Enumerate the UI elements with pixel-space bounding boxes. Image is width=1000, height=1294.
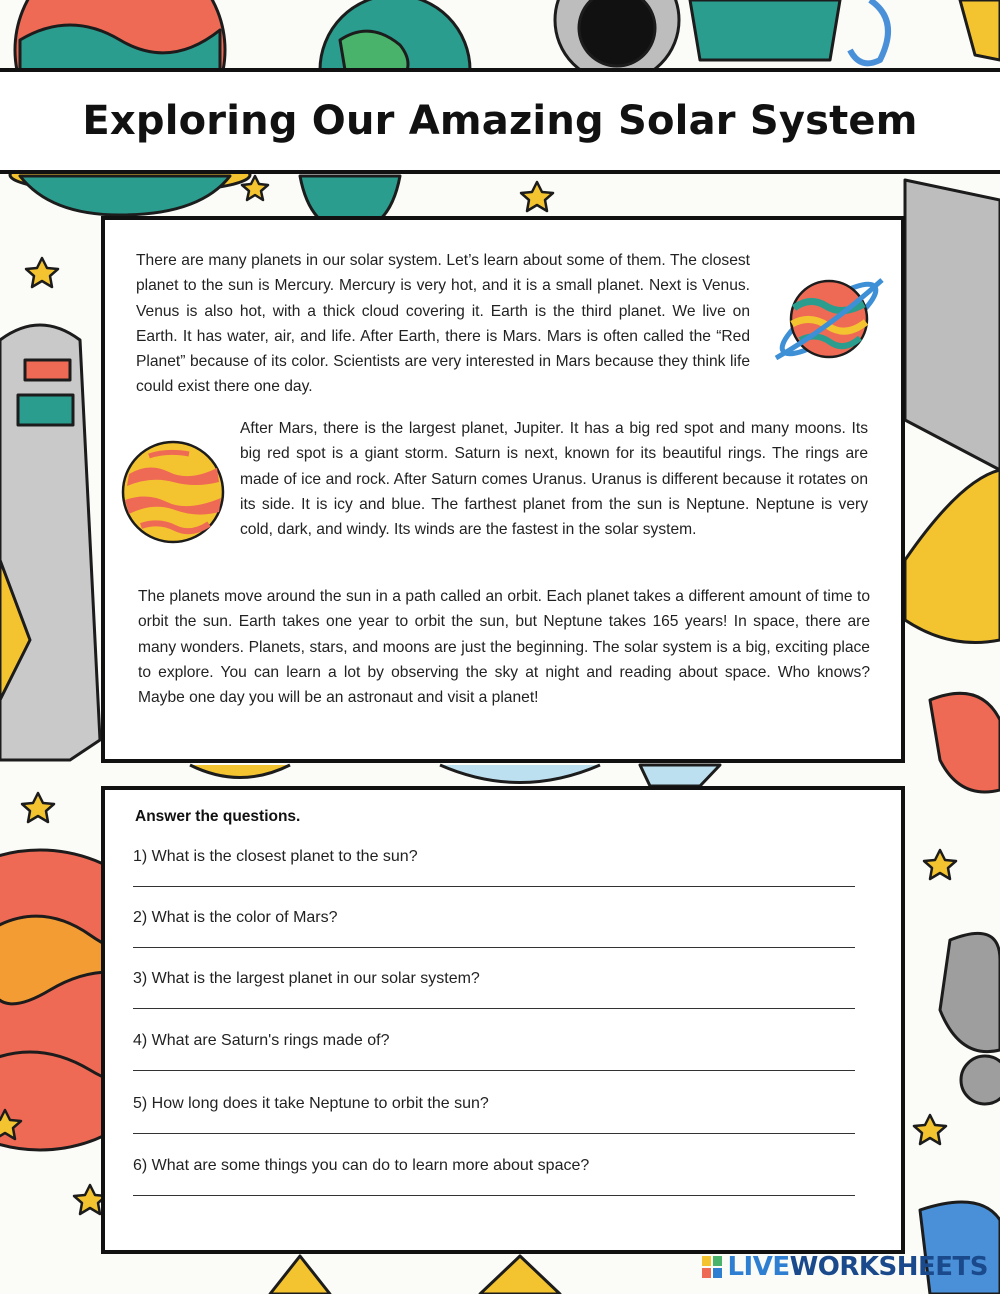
answer-line[interactable] — [133, 1070, 855, 1071]
question-text: 1) What is the closest planet to the sun? — [133, 848, 418, 865]
questions-heading: Answer the questions. — [135, 808, 301, 825]
question-5 — [133, 1095, 873, 1134]
jupiter-icon — [119, 438, 227, 546]
logo-blocks-icon — [702, 1256, 722, 1278]
logo-text: LIVEWORKSHEETS — [727, 1252, 988, 1282]
answer-line[interactable] — [133, 1008, 855, 1009]
question-6 — [133, 1157, 873, 1196]
question-2 — [133, 909, 873, 948]
answer-line[interactable] — [133, 886, 855, 887]
answer-line[interactable] — [133, 1195, 855, 1196]
paragraph-1: There are many planets in our solar system. Let’s learn about some of them. The closest planet to the sun is Mercury. Mercury is very hot, and it is a small planet. Next is Venus. Venus is also hot, with a thick cloud covering it. Earth is the third planet. We live on Earth. It has water, air, and life. After Earth, there is Mars. Mars is often called the “Red Planet” because of its color. Scientists are very interested in Mars because they think life could exist there one day. — [136, 252, 750, 396]
question-text: 5) How long does it take Neptune to orbit the sun? — [133, 1095, 489, 1112]
answer-line[interactable] — [133, 947, 855, 948]
reading-passage — [101, 216, 905, 763]
question-3 — [133, 970, 873, 1009]
question-4 — [133, 1032, 873, 1071]
ringed-planet-icon — [770, 268, 888, 370]
questions-section — [101, 786, 905, 1254]
liveworksheets-logo — [702, 1252, 988, 1282]
question-text: 2) What is the color of Mars? — [133, 909, 338, 926]
paragraph-2: After Mars, there is the largest planet, Jupiter. It has a big red spot and many moons. Its big red spot is a giant storm. Saturn is next, known for its beautiful rings. The rings are made of ice and rock. After Saturn comes Uranus. Uranus is different because it rotates on its side. It is icy and blue. The farthest planet from the sun is Neptune. Neptune is very cold, dark, and windy. Its winds are the fastest in the solar system. — [240, 420, 868, 539]
question-1 — [133, 848, 873, 887]
title-band — [0, 68, 1000, 174]
question-text: 3) What is the largest planet in our solar system? — [133, 970, 480, 987]
paragraph-3: The planets move around the sun in a path called an orbit. Each planet takes a different amount of time to orbit the sun. Earth takes one year to orbit the sun, but Neptune takes 165 years! In space, there are many wonders. Planets, stars, and moons are just the beginning. The solar system is a big, exciting place to explore. You can learn a lot by observing the sky at night and reading about space. Who knows? Maybe one day you will be an astronaut and visit a planet! — [138, 588, 870, 707]
question-text: 4) What are Saturn's rings made of? — [133, 1032, 390, 1049]
page-title: Exploring Our Amazing Solar System — [82, 98, 918, 144]
question-text: 6) What are some things you can do to learn more about space? — [133, 1157, 590, 1174]
answer-line[interactable] — [133, 1133, 855, 1134]
